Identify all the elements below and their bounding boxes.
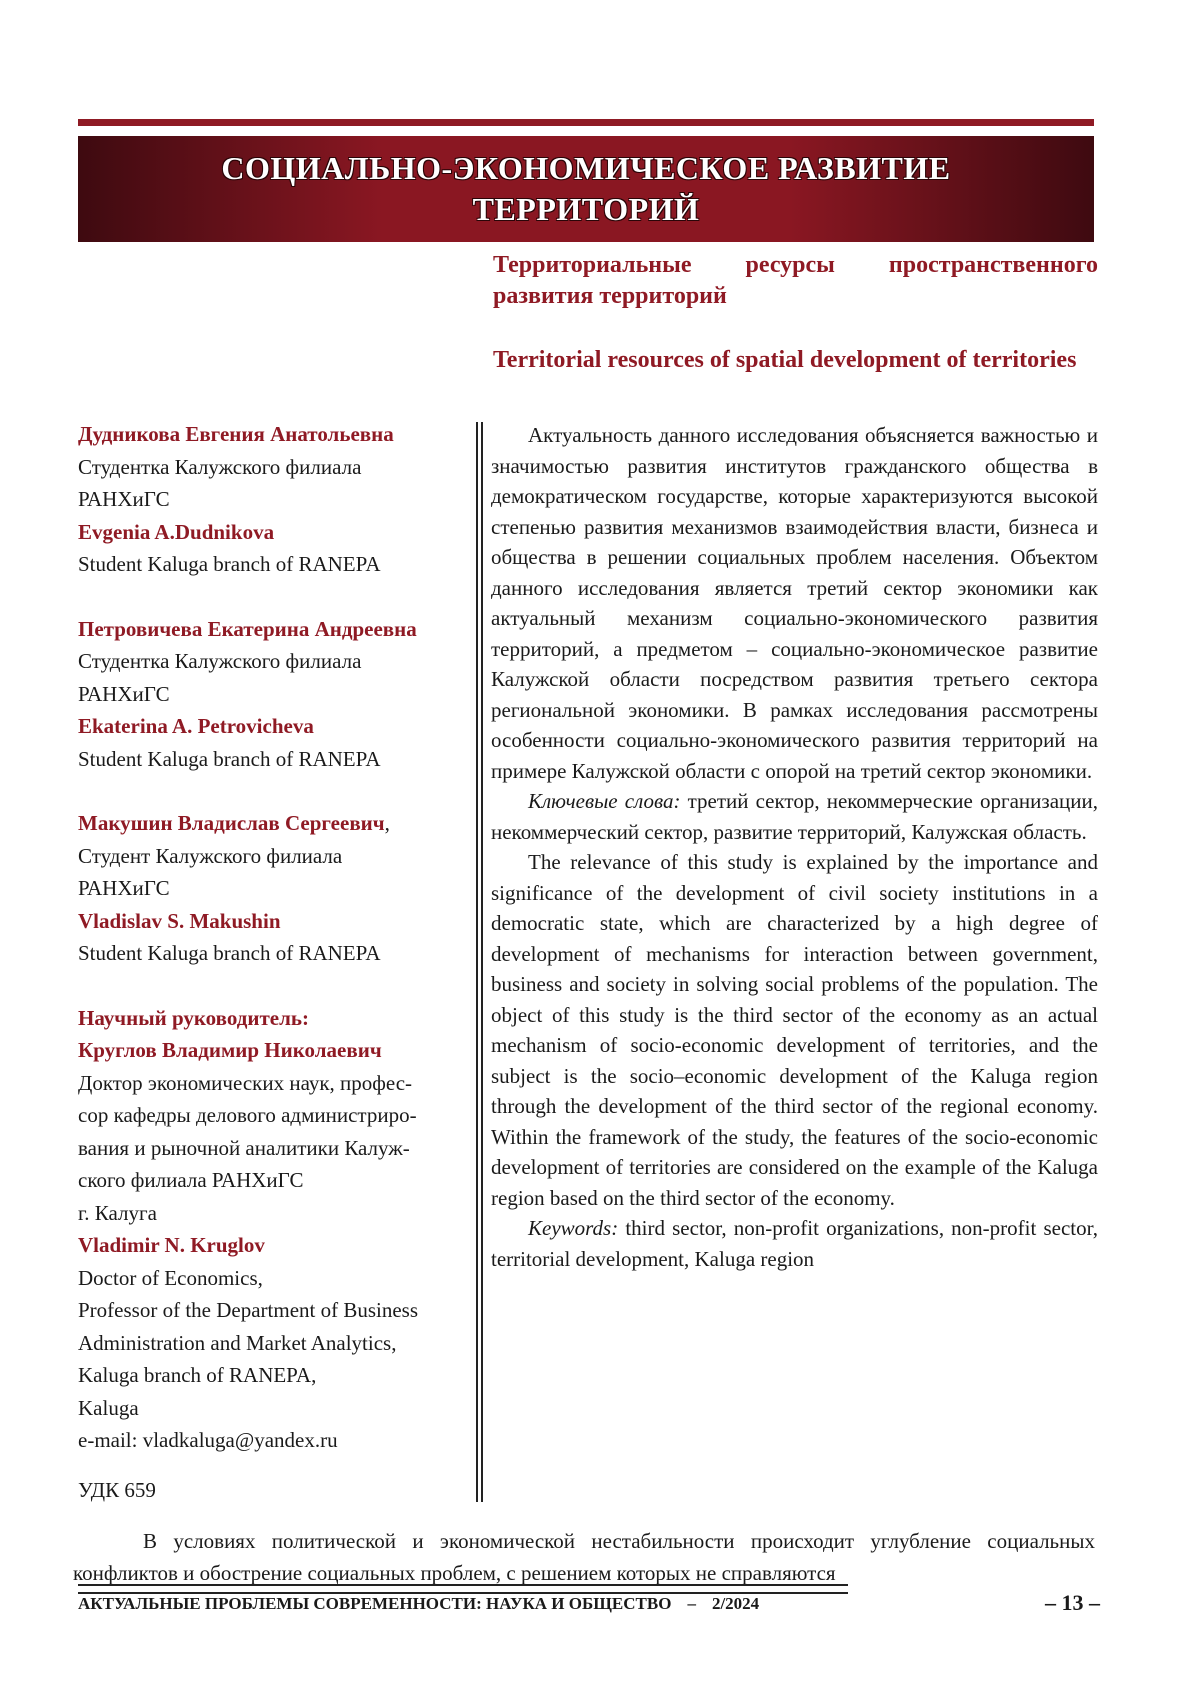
- abstract-column: [491, 420, 1098, 1274]
- author-name-ru: Дудникова Евгения Анатольевна: [78, 422, 394, 446]
- article-title-en: Territorial resources of spatial development of territories: [493, 347, 1077, 373]
- keywords-en: [491, 1213, 1098, 1274]
- author-position-en: Student Kaluga branch of RANEPA: [78, 746, 381, 771]
- supervisor: [78, 1002, 478, 1457]
- supervisor-desc-en-line: Kaluga branch of RANEPA,: [78, 1363, 317, 1387]
- supervisor-desc-ru-line: Доктор экономических наук, профес-: [78, 1070, 413, 1095]
- supervisor-desc-en-line: Kaluga: [78, 1395, 139, 1420]
- article-titles: [493, 250, 1098, 376]
- abstract-en: The relevance of this study is explained by the importance and significance of the development of civil society institutions in a democratic state, which are characterized by a high degree of development of mechanisms for interaction between government, business and society in solving social problems of the population. The object of this study is the third sector of the economy as an actual mechanism of socio-economic development of territories, and the subject is the socio–economic development of the Kaluga region through the development of the third sector of the regional economy. Within the framework of the study, the features of the socio-economic development of territories are considered on the example of the Kaluga region based on the third sector of the economy.: [491, 850, 1098, 1210]
- author-2: [78, 613, 478, 776]
- author-position-ru: Студент Калужского филиала: [78, 843, 343, 868]
- author-1: [78, 418, 478, 581]
- column-divider: [476, 422, 483, 1502]
- supervisor-desc-ru-line: ского филиала РАНХиГС: [78, 1168, 304, 1192]
- author-position-en: Student Kaluga branch of RANEPA: [78, 552, 381, 576]
- author-name-ru: Макушин Владислав Сергеевич: [78, 811, 385, 835]
- author-name-ru: Петровичева Екатерина Андреевна: [78, 616, 417, 641]
- header-top-rule: [78, 119, 1094, 126]
- author-name-en: Vladislav S. Makushin: [78, 908, 281, 933]
- keywords-en-text: third sector, non-profit organizations, non-profit sector, territorial development, Kaluga region: [491, 1216, 1099, 1271]
- supervisor-name-ru: Круглов Владимир Николаевич: [78, 1038, 382, 1062]
- abstract-ru: Актуальность данного исследования объясняется важностью и значимостью развития институтов гражданского общества в демократическом государстве, которые характеризуются высокой степенью развития механизмов взаимодействия власти, бизнеса и общества в решении социальных проблем населения. Объектом данного исследования является третий сектор экономики как актуальный механизм социально-экономического развития территорий, а предметом – социально-экономическое развитие Калужской области посредством развития третьего сектора региональной экономики. В рамках исследования рассмотрены особенности социально-экономического развития территорий на примере Калужской области с опорой на третий сектор экономики.: [491, 423, 1098, 783]
- intro-text: [73, 1525, 1095, 1589]
- section-title-line2: ТЕРРИТОРИЙ: [472, 191, 700, 227]
- footer-rule: [78, 1584, 848, 1594]
- author-position-ru: РАНХиГС: [78, 681, 170, 706]
- issue-number: 2/2024: [711, 1594, 760, 1613]
- author-name-en: Evgenia A.Dudnikova: [78, 519, 275, 544]
- supervisor-desc-en-line: Professor of the Department of Business: [78, 1298, 419, 1322]
- author-3: [78, 807, 478, 970]
- page-number: – 13 –: [1045, 1590, 1100, 1615]
- supervisor-name-en: Vladimir N. Kruglov: [78, 1233, 265, 1257]
- footer-journal: [78, 1594, 759, 1614]
- footer-separator: –: [687, 1594, 696, 1613]
- section-title-line1: СОЦИАЛЬНО-ЭКОНОМИЧЕСКОЕ РАЗВИТИЕ: [221, 150, 951, 186]
- supervisor-desc-ru-line: сор кафедры делового администриро-: [78, 1103, 417, 1127]
- intro-paragraph: В условиях политической и экономической нестабильности происходит углубление социальных конфликтов и обострение социальных проблем, с решением которых не справляются: [73, 1529, 1095, 1585]
- supervisor-city-ru: г. Калуга: [78, 1200, 157, 1225]
- author-position-ru: Студентка Калужского филиала: [78, 649, 362, 673]
- udk-code: УДК 659: [78, 1478, 156, 1502]
- author-position-ru: РАНХиГС: [78, 876, 170, 900]
- author-name-en: Ekaterina A. Petrovicheva: [78, 714, 314, 738]
- author-position-ru: Студентка Калужского филиала: [78, 454, 362, 479]
- keywords-en-label: Keywords:: [528, 1216, 619, 1240]
- author-position-en: Student Kaluga branch of RANEPA: [78, 941, 381, 965]
- journal-name: АКТУАЛЬНЫЕ ПРОБЛЕМЫ СОВРЕМЕННОСТИ: НАУКА И ОБЩЕСТВО: [78, 1594, 672, 1613]
- section-banner: [78, 136, 1094, 242]
- keywords-ru: [491, 786, 1098, 847]
- supervisor-desc-en-line: Doctor of Economics,: [78, 1265, 263, 1290]
- author-position-ru: РАНХиГС: [78, 487, 170, 511]
- article-title-ru: Территориальные ресурсы пространственного развития территорий: [493, 252, 1098, 309]
- authors-column: [78, 418, 478, 1457]
- supervisor-label: Научный руководитель:: [78, 1005, 309, 1030]
- supervisor-desc-en-line: Administration and Market Analytics,: [78, 1330, 397, 1355]
- supervisor-email: e-mail: vladkaluga@yandex.ru: [78, 1428, 338, 1452]
- author-name-suffix: ,: [384, 811, 390, 835]
- keywords-ru-text: третий сектор, некоммерческие организации, некоммерческий сектор, развитие территорий, Калужская область.: [491, 789, 1098, 844]
- keywords-ru-label: Ключевые слова:: [528, 789, 681, 813]
- supervisor-desc-ru-line: вания и рыночной аналитики Калуж-: [78, 1135, 410, 1160]
